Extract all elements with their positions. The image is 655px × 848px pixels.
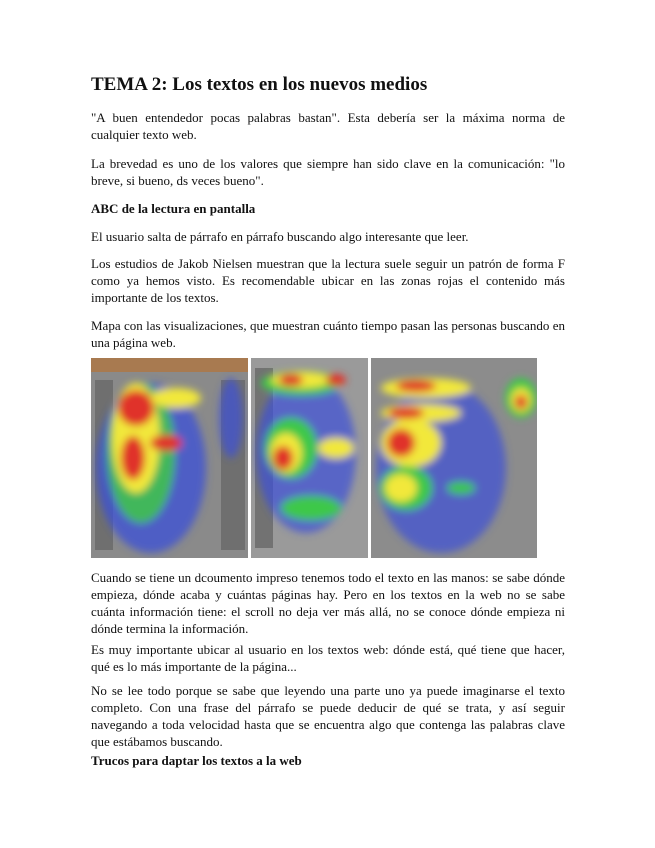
paragraph-nielsen: Los estudios de Jakob Nielsen muestran que la lectura suele seguir un patrón de forma F como ya hemos visto. Es recomendable ubicar en las zonas rojas el contenido más importante de los textos. <box>91 256 565 305</box>
heatmap-figure <box>91 358 537 558</box>
page-title: TEMA 2: Los textos en los nuevos medios <box>91 74 428 95</box>
heading-trucos: Trucos para daptar los textos a la web <box>91 753 302 768</box>
paragraph-map-caption: Mapa con las visualizaciones, que muestran cuánto tiempo pasan las personas buscando en una página web. <box>91 318 565 350</box>
paragraph-locate-user: Es muy importante ubicar al usuario en los textos web: dónde está, qué tiene que hacer, qué es lo más importante de la página... <box>91 642 565 674</box>
heatmap-image-3 <box>371 358 537 558</box>
paragraph-jump: El usuario salta de párrafo en párrafo buscando algo interesante que leer. <box>91 229 469 244</box>
paragraph-intro: "A buen entendedor pocas palabras bastan". Esta debería ser la máxima norma de cualquier texto web. <box>91 110 565 142</box>
heading-abc: ABC de la lectura en pantalla <box>91 201 256 216</box>
paragraph-skimming: No se lee todo porque se sabe que leyendo una parte uno ya puede imaginarse el texto completo. Con una frase del párrafo se puede deducir de qué se trata, y así seguir navegando a toda velocidad hasta que se encuentra algo que contenga las palabras clave que estábamos buscando. <box>91 683 565 749</box>
paragraph-brevity: La brevedad es uno de los valores que siempre han sido clave en la comunicación: "lo breve, si bueno, ds veces bueno". <box>91 156 565 188</box>
heatmap-image-2 <box>251 358 368 558</box>
heatmap-image-1 <box>91 358 248 558</box>
paragraph-printed-vs-web: Cuando se tiene un dcoumento impreso tenemos todo el texto en las manos: se sabe dónde empieza, dónde acaba y cuántas páginas hay. Pero en los textos en la web no se sabe cuánta información tiene: el scroll no deja ver más allá, no se conoce dónde empieza ni dónde termina la información. <box>91 570 565 636</box>
